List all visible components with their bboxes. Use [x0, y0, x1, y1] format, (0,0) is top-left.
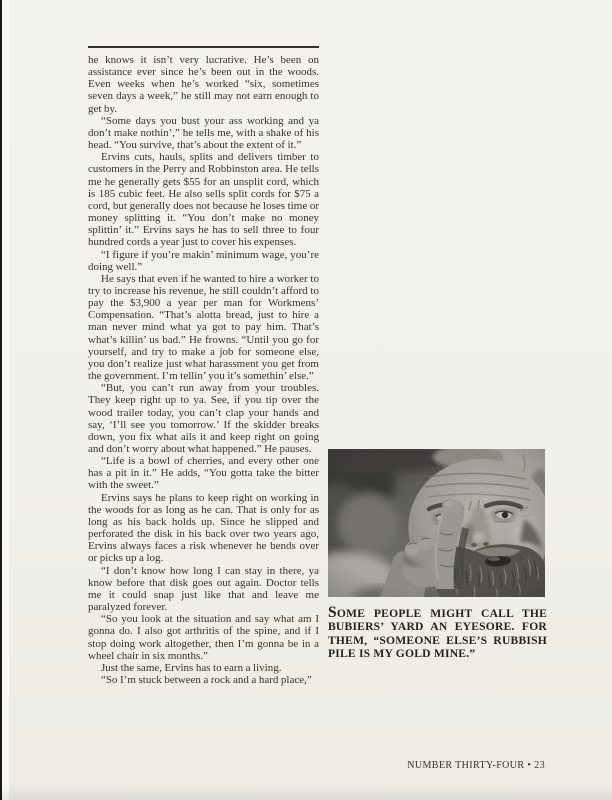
photo-grain-light: [328, 449, 545, 597]
article-paragraphs: [88, 54, 319, 686]
paragraph: He says that even if he wanted to hire a worker to try to increase his revenue, he still couldn’t afford to pay the $3,900 a year per man for Workmens’ Compensation. “That’s alotta bread, just to hire a man never mind what ya got to pay him. That’s what’s killin’ us bad.” He frowns. “Until you go for yourself, and try to make a job for someone else, you don’t realize just what harassment you get from the government. I’m tellin’ you it’s somethin’ else.”: [88, 272, 319, 383]
paragraph: “I figure if you’re makin’ minimum wage, you’re doing well.”: [88, 248, 319, 273]
paragraph: “I don’t know how long I can stay in there, ya know before that disk goes out again. Doctor tells me it could snap just like that and leave me paralyzed forever.: [88, 564, 319, 614]
paragraph: Just the same, Ervins has to earn a living.: [101, 661, 282, 674]
page-footer: [295, 760, 545, 771]
scan-edge-light: [2, 0, 9, 800]
paragraph: “But, you can’t run away from your troubles. They keep right up to ya. See, if you tip over the wood trailer today, you can’t clap your hands and say, ‘I’ll see you tomorrow.’ If the skidder breaks down, you fix what ails it and keep right on going and don’t worry about what happened.” He pauses.: [88, 382, 319, 455]
paragraph: “So you look at the situation and say what am I gonna do. I also got arthritis of the spine, and if I stop doing work altogether, then I’m gonna be in a wheel chair in six months.”: [88, 613, 319, 662]
photo-caption: SOME PEOPLE MIGHT CALL THE BUBIERS’ YARD AN EYESORE. FOR THEM, “SOMEONE ELSE’S RUBBISH PILE IS MY GOLD MINE.”: [328, 604, 547, 661]
folio-text: NUMBER THIRTY-FOUR • 23: [407, 760, 545, 771]
paragraph: he knows it isn’t very lucrative. He’s been on assistance ever since he’s been out in the woods. Even weeks when he’s worked “six, sometimes seven days a week,” he still may not earn enough to get by.: [88, 54, 319, 115]
paragraph: Ervins says he plans to keep right on working in the woods for as long as he can. That is only for as long as his back holds up. Since he slipped and perforated the disk in his back over two years ago, Ervins always faces a risk whenever he bends over or picks up a log.: [88, 491, 319, 565]
paragraph: “So I’m stuck between a rock and a hard place,”: [101, 673, 312, 686]
column-top-rule: [88, 46, 319, 48]
paragraph: Ervins cuts, hauls, splits and delivers timber to customers in the Perry and Robbinston area. He tells me he generally gets $55 for an unsplit cord, which is 185 cubic feet. He also sells split cords for $75 a cord, but generally does not because he loses time or money splitting it. “You don’t make no money splittin’ it.” Ervins says he has to sell three to four hundred cords a year just to cover his expenses.: [88, 151, 319, 249]
paragraph: “Some days you bust your ass working and ya don’t make nothin’,” he tells me, with a shake of his head. “You survive, that’s about the extent of it.”: [88, 114, 319, 152]
article-text-column: [88, 46, 319, 686]
scan-bottom-shade: [0, 784, 612, 800]
paragraph: “Life is a bowl of cherries, and every other one has a pit in it.” He adds, “You gotta take the bitter with the sweet.”: [88, 455, 319, 492]
portrait-photo: [328, 449, 545, 597]
portrait-photo-image: [328, 449, 545, 597]
